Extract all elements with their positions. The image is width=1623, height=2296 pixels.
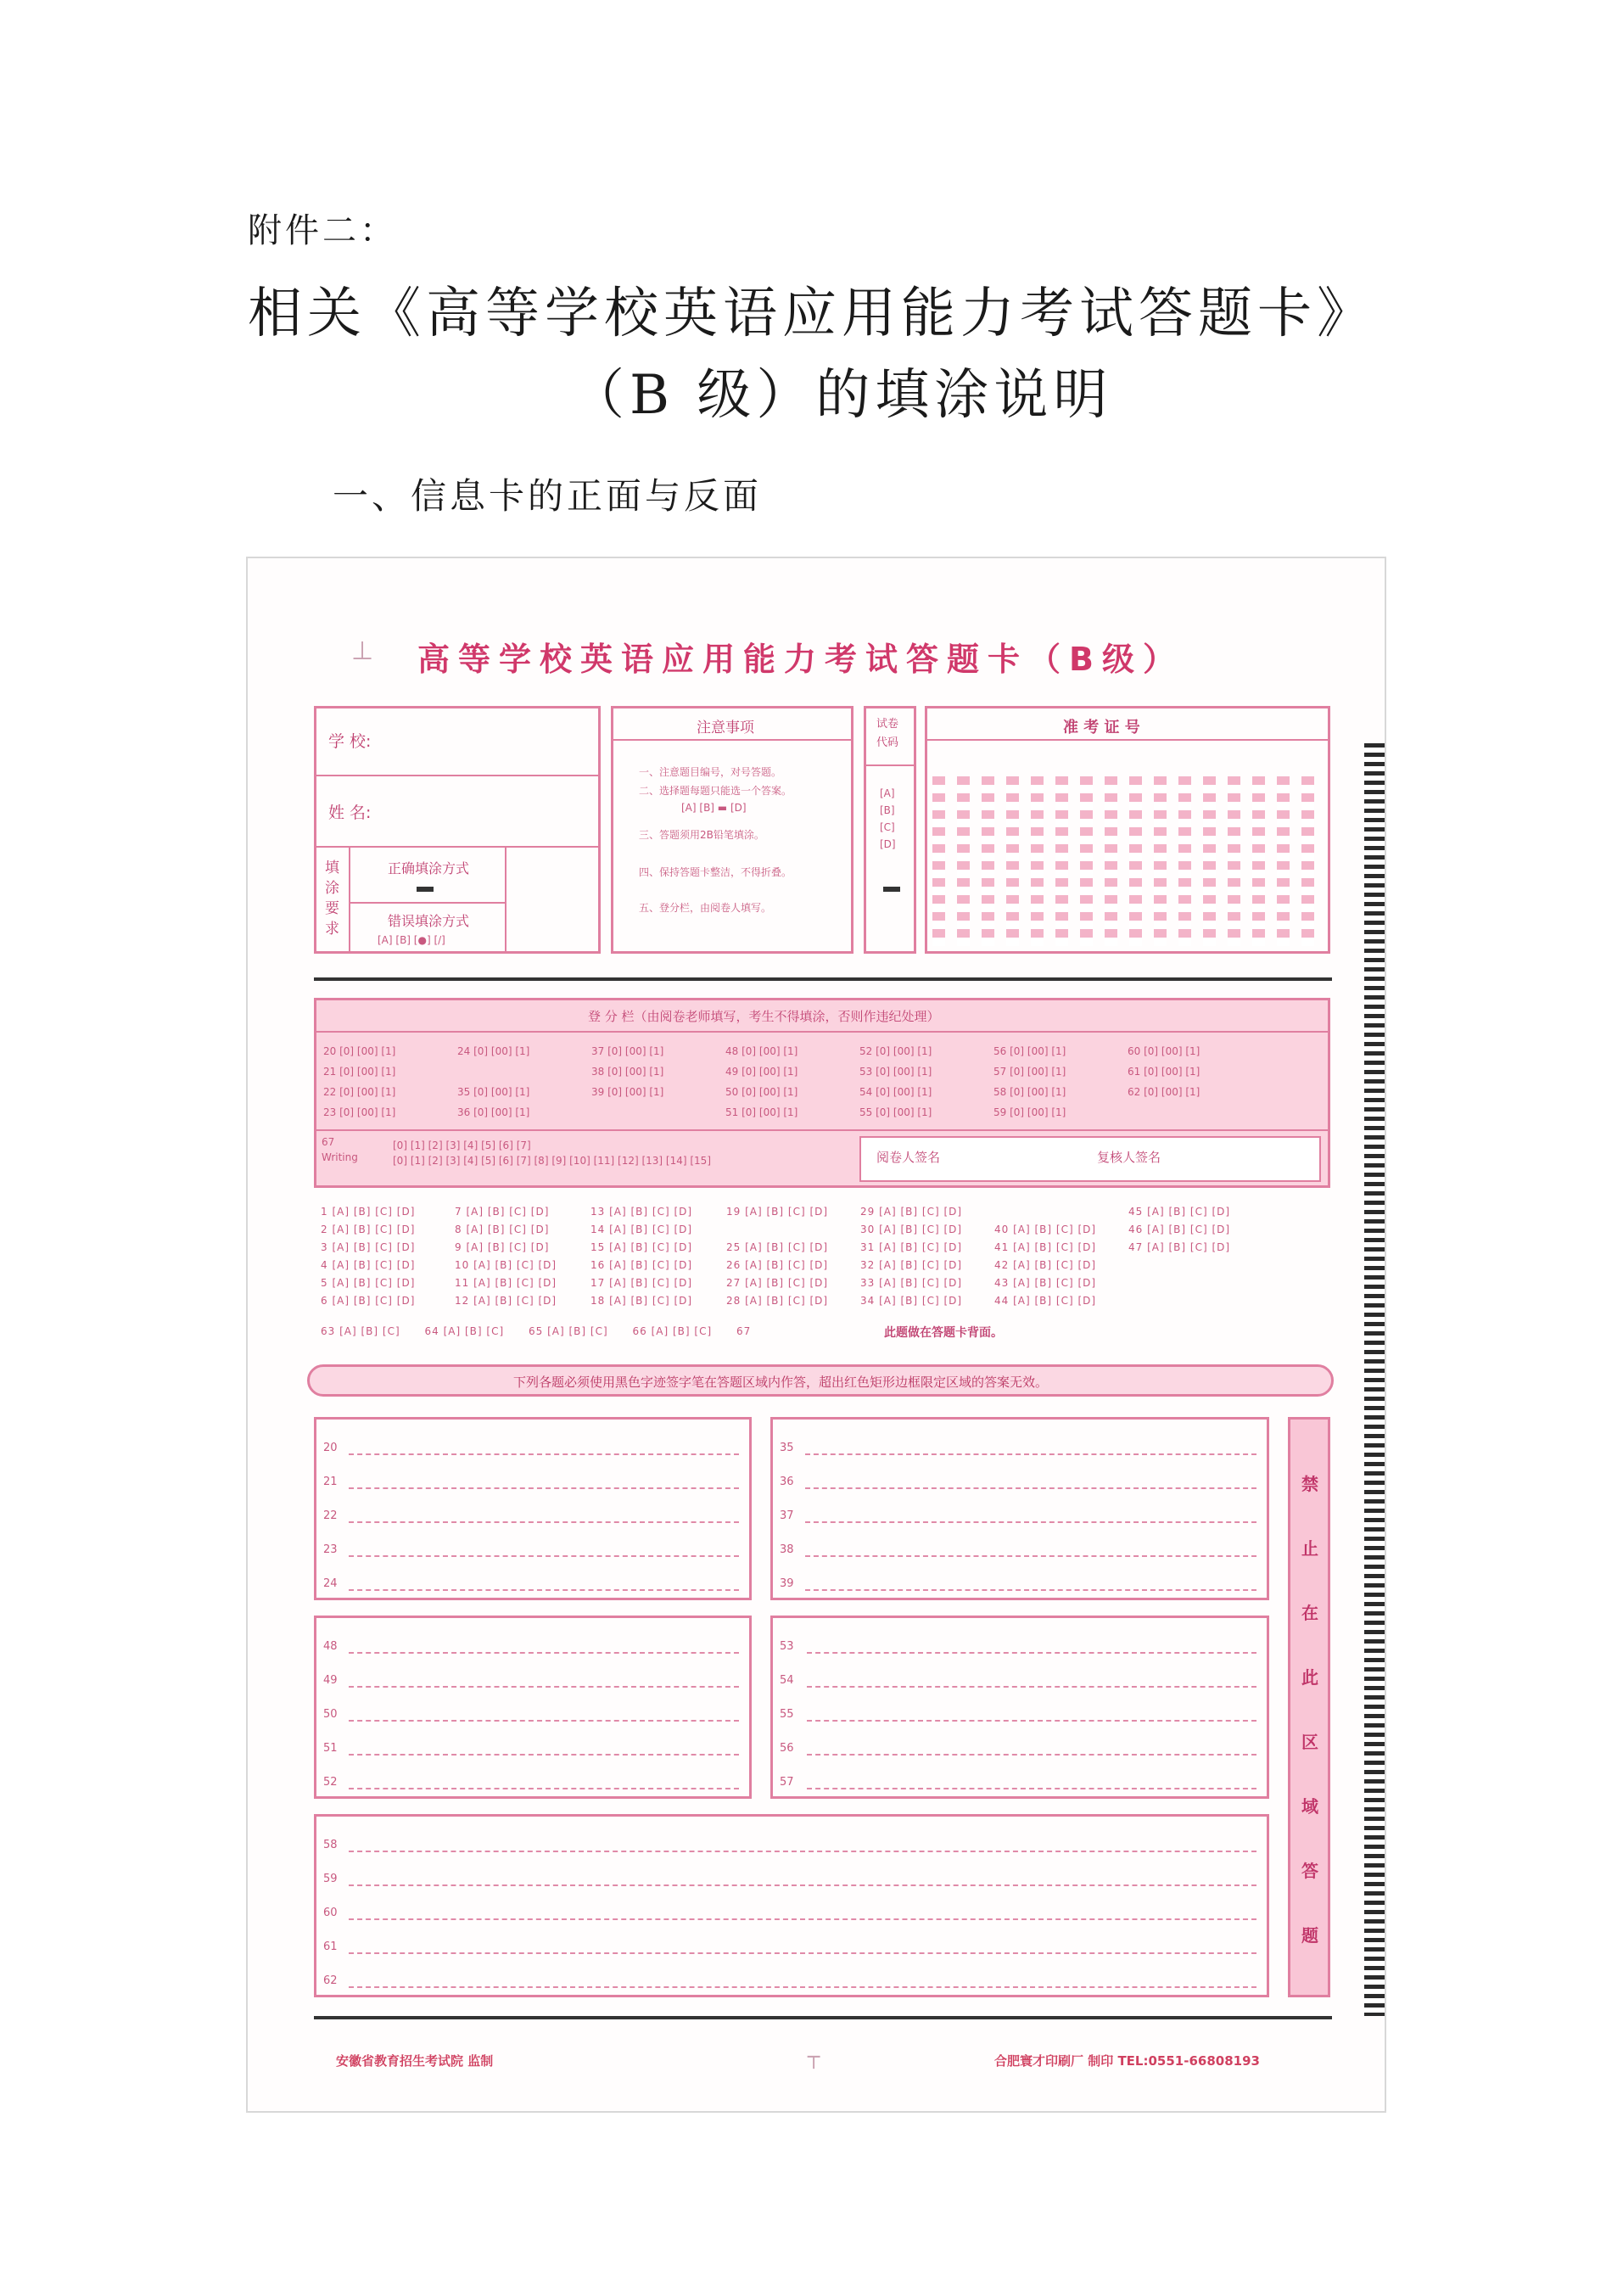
back-side-note: 此题做在答题卡背面。 <box>884 1326 1003 1340</box>
write-block-4: 53 54 55 56 57 <box>770 1616 1269 1799</box>
crop-mark-icon: ⊥ <box>351 636 374 666</box>
paper-code-label: 试卷代码 <box>876 718 899 749</box>
document-title-line1: 相关《高等学校英语应用能力考试答题卡》 <box>248 283 1376 345</box>
answer-card-title: 高等学校英语应用能力考试答题卡（B级） <box>417 641 1184 678</box>
correct-fill-label: 正确填涂方式 <box>388 860 470 876</box>
choice-block-7: 45 [A] [B] [C] [D] 46 [A] [B] [C] [D] 47 [A] [B] [C] [D] <box>1128 1206 1231 1253</box>
admission-number-label: 准 考 证 号 <box>1063 719 1140 736</box>
document-title-line2: （B 级）的填涂说明 <box>570 364 1113 427</box>
choice-block-5: 29 [A] [B] [C] [D] 30 [A] [B] [C] [D] 31 [A] [B] [C] [D] 32 [A] [B] [C] [D] 33 [A] [B] [C] [D] 34 [A] [B] [C] [D] <box>860 1206 963 1307</box>
write-block-1: 20 21 22 23 24 <box>314 1417 752 1600</box>
admission-number-box <box>925 706 1330 954</box>
choice-block-8: 63 [A] [B] [C] 64 [A] [B] [C] 65 [A] [B] [C] 66 [A] [B] [C] 67 <box>321 1325 752 1337</box>
document-label: 附件二： <box>248 211 397 250</box>
write-block-2: 35 36 37 38 39 <box>770 1417 1269 1600</box>
forbidden-zone: 禁 止 在 此 区 域 答 题 <box>1288 1417 1330 1997</box>
school-label: 学 校: <box>328 732 372 751</box>
choice-block-2: 7 [A] [B] [C] [D] 8 [A] [B] [C] [D] 9 [A] [B] [C] [D] 10 [A] [B] [C] [D] 11 [A] [B] [C] [D] 12 [A] [B] [C] [D] <box>455 1206 557 1307</box>
choice-block-1: 1 [A] [B] [C] [D] 2 [A] [B] [C] [D] 3 [A] [B] [C] [D] 4 [A] [B] [C] [D] 5 [A] [B] [C] [D] 6 [A] [B] [C] [D] <box>321 1206 416 1307</box>
write-block-3: 48 49 50 51 52 <box>314 1616 752 1799</box>
footer-right: 合肥寰才印刷厂 制印 TEL:0551-66808193 <box>994 2053 1260 2069</box>
wrong-fill-label: 错误填涂方式 <box>388 913 470 929</box>
choice-block-6: 40 [A] [B] [C] [D] 41 [A] [B] [C] [D] 42 [A] [B] [C] [D] 43 [A] [B] [C] [D] 44 [A] [B] [C] [D] <box>994 1224 1097 1307</box>
timing-marks <box>1364 743 1385 2016</box>
student-info-box: 学 校: 姓 名: 填涂要求 正确填涂方式 错误填涂方式 [A] [B] [●] [/] <box>314 706 601 954</box>
grader-signature-label: 阅卷人签名 <box>876 1150 941 1165</box>
answer-card-image <box>246 557 1386 2113</box>
section-heading: 一、信息卡的正面与反面 <box>333 475 763 517</box>
notice-title: 注意事项 <box>697 720 754 736</box>
write-block-5: 58 59 60 61 62 <box>314 1814 1269 1997</box>
checker-signature-label: 复核人签名 <box>1097 1150 1161 1165</box>
name-label: 姓 名: <box>328 804 372 822</box>
instruction-bar <box>307 1364 1334 1397</box>
choice-block-4: 19 [A] [B] [C] [D] 25 [A] [B] [C] [D] 26 [A] [B] [C] [D] 27 [A] [B] [C] [D] 28 [A] [B] [C] [D] <box>726 1206 829 1307</box>
score-box: 登 分 栏（由阅卷老师填写，考生不得填涂，否则作违纪处理） 20 [0] [00] [1] 21 [0] [00] [1] 22 [0] [00] [1] 23 [0] [00] [1] 24 [0] [00] [1] 35 [0] [00] [1] 36 [0] [00] [1] 37 [0] [00] [1] 38 [0] [00] [1] 39 [0] [00] [1] 48 [0] [00] [1] 49 [0] [00] [1] 50 [0] [00] [1] 51 [0] [00] [1] 52 [0] [00] [1] 53 [0] [00] [1] 54 [0] [00] [1] 55 [0] [00] [1] 56 [0] [00] [1] 57 [0] [00] [1] 58 [0] [00] [1] 59 [0] [00] [1] 60 [0] [00] [1] 61 [0] [00] [1] 62 [0] [00] [1] 67 Writing [0] [1] [2] [3] [4] [5] [6] [7] [0] [1] [2] [3] [4] [5] [6] [7] [8] [9] [10] [11] [12] [13] [14] [15] 阅卷人签名 复核人签名 <box>314 998 1330 1188</box>
fill-requirement-label: 填涂要求 <box>325 860 339 938</box>
notice-box: 注意事项 一、注意题目编号，对号答题。 二、选择题每题只能选一个答案。 [A] [B] ▬ [D] 三、答题须用2B铅笔填涂。 四、保持答题卡整洁，不得折叠。 五、登分栏，由阅卷人填写。 <box>611 706 853 954</box>
score-header: 登 分 栏（由阅卷老师填写，考生不得填涂，否则作违纪处理） <box>588 1009 940 1024</box>
writing-label: Writing <box>322 1151 358 1163</box>
choice-block-3: 13 [A] [B] [C] [D] 14 [A] [B] [C] [D] 15 [A] [B] [C] [D] 16 [A] [B] [C] [D] 17 [A] [B] [C] [D] 18 [A] [B] [C] [D] <box>590 1206 693 1307</box>
instruction-text: 下列各题必须使用黑色字迹签字笔在答题区域内作答，超出红色矩形边框限定区域的答案无效。 <box>513 1375 1049 1390</box>
crop-mark-bottom-icon: ┬ <box>808 2045 820 2069</box>
paper-code-box: 试卷代码 [A] [B] [C] [D] <box>864 706 916 954</box>
footer-left: 安徽省教育招生考试院 监制 <box>336 2053 494 2069</box>
